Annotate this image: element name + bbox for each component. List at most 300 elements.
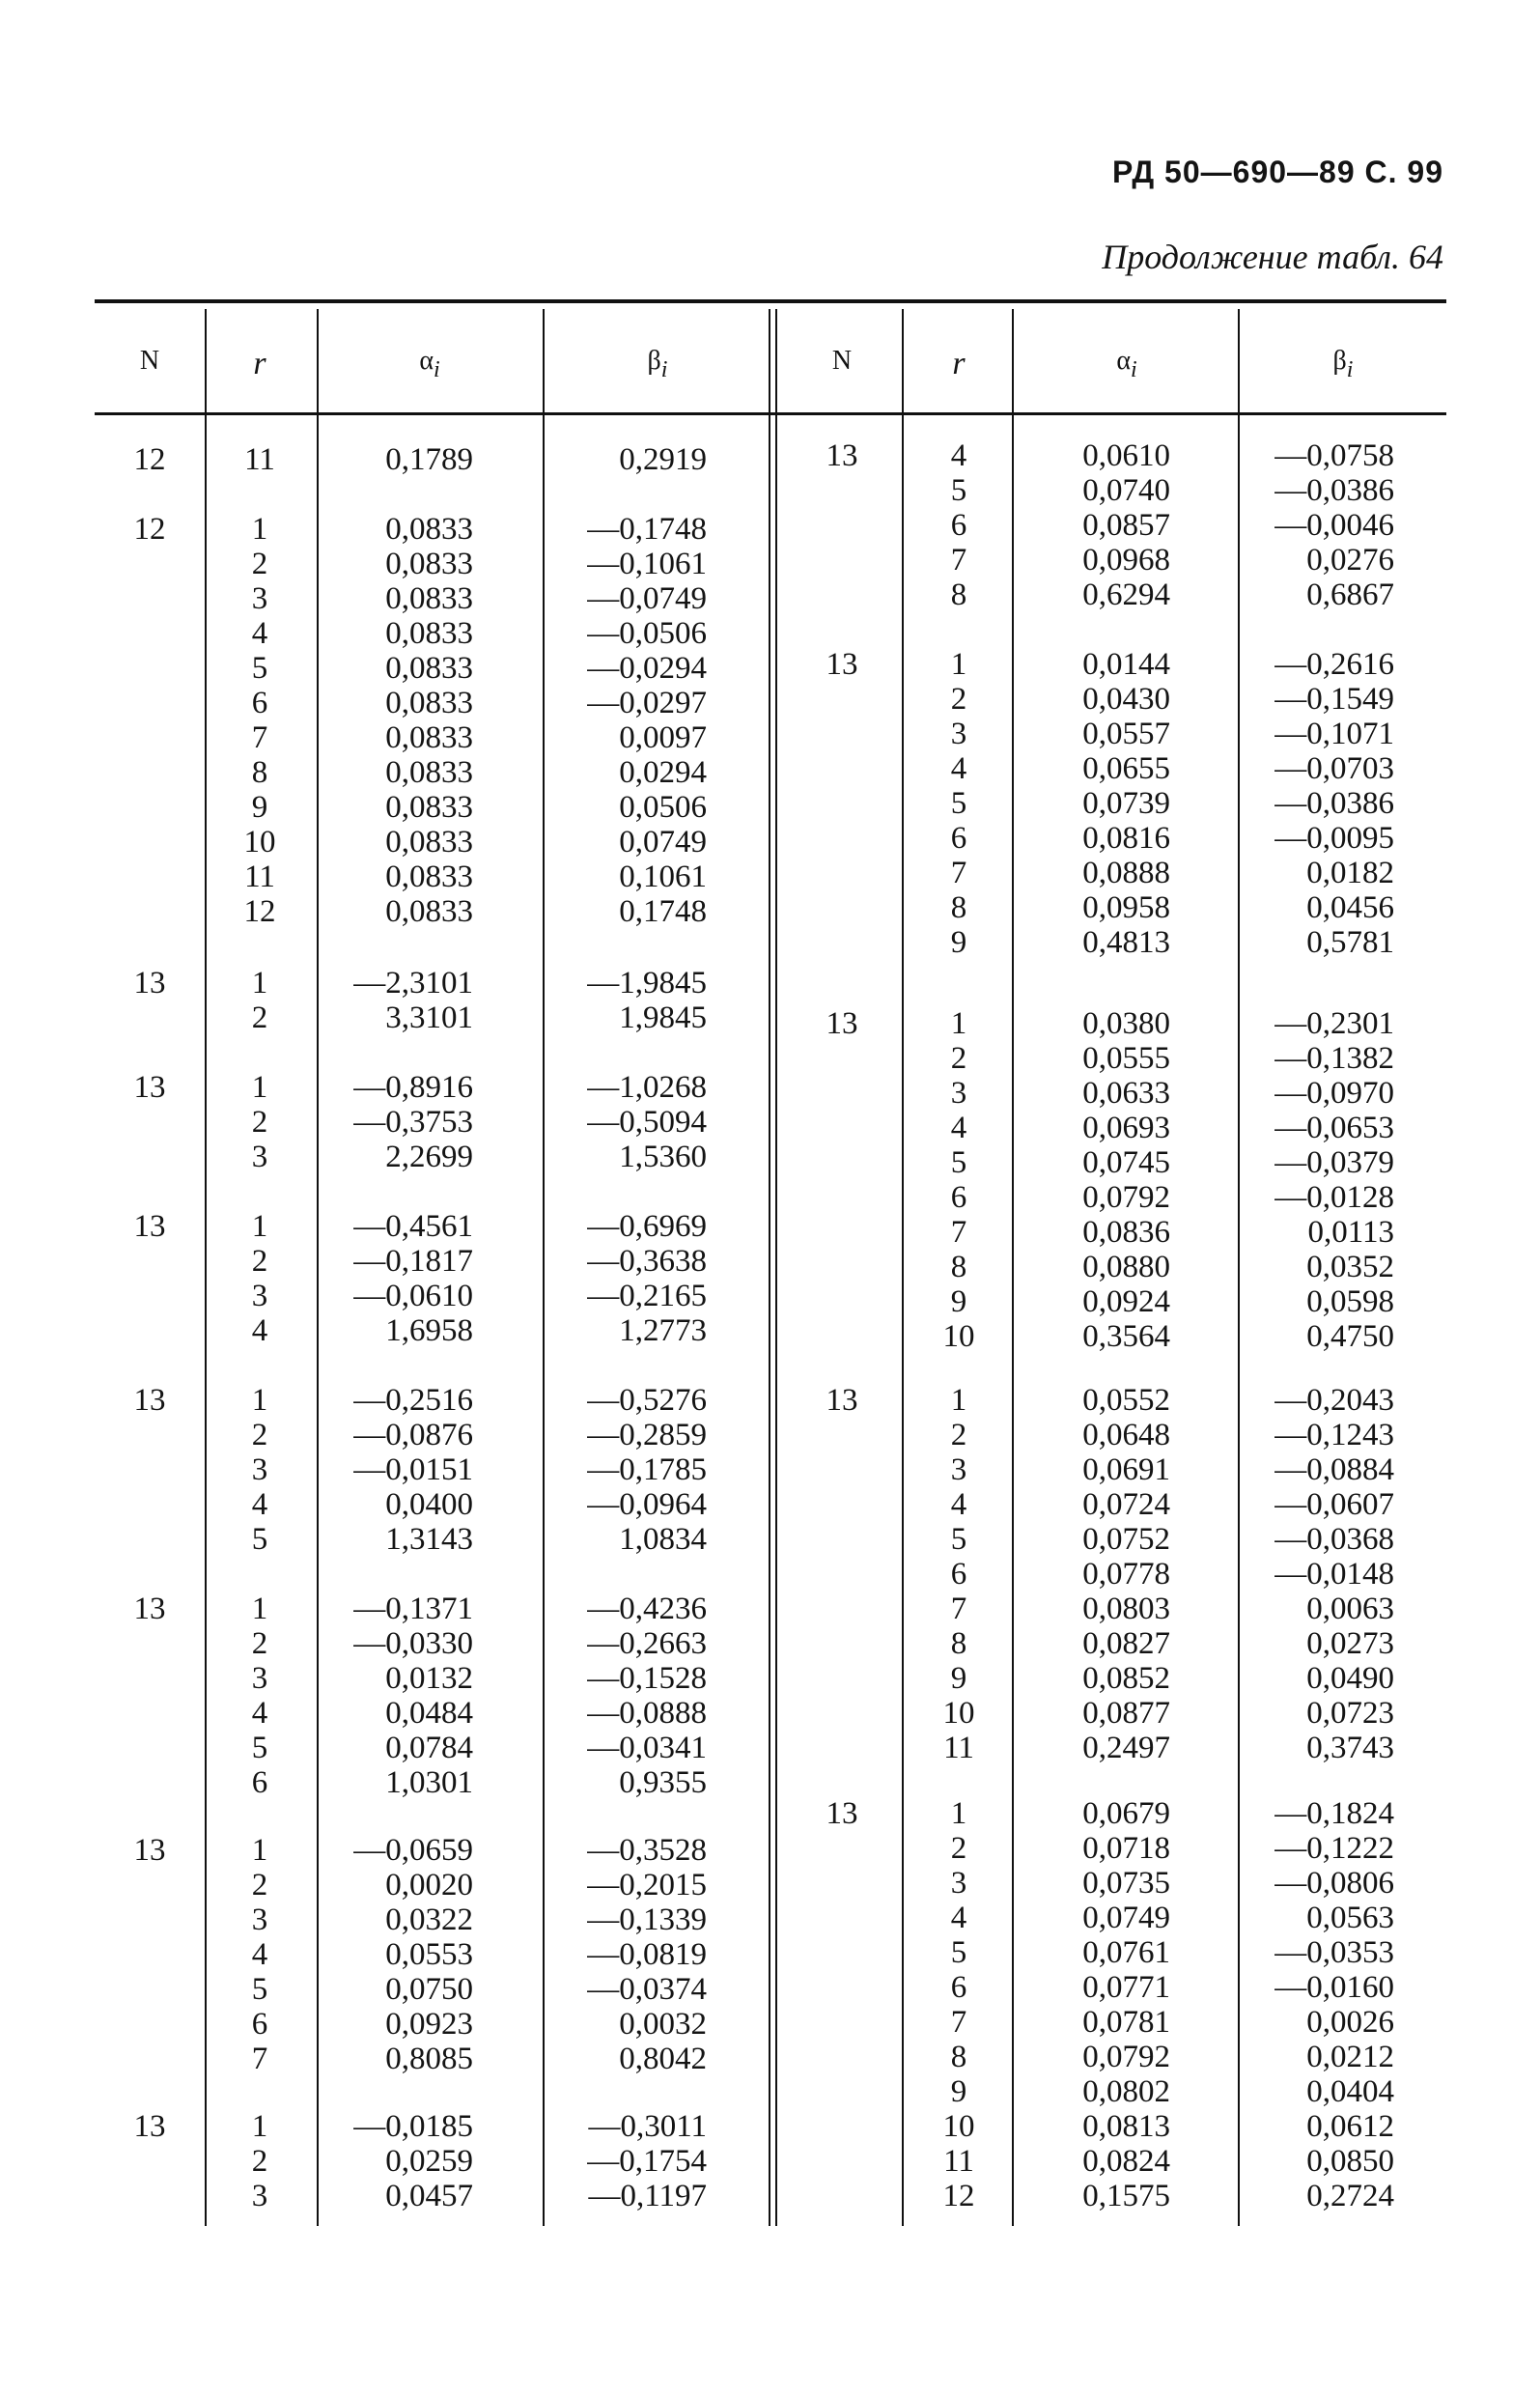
row-alpha-value: 0,0833 — [385, 859, 473, 894]
row-beta-value: —0,2301 — [1274, 1006, 1394, 1041]
row-alpha-value: 0,0833 — [385, 581, 473, 616]
row-beta-value: 0,0598 — [1306, 1284, 1394, 1319]
row-beta-value: 0,0749 — [619, 825, 707, 859]
row-beta-value: —0,1197 — [588, 2179, 707, 2213]
row-beta-value: —0,0297 — [587, 686, 707, 720]
row-beta-value: —0,1222 — [1274, 1831, 1394, 1866]
row-alpha-value: 0,0802 — [1082, 2074, 1170, 2109]
row-beta-value: —0,2015 — [587, 1868, 707, 1902]
row-r-value: 3 — [251, 1902, 268, 1937]
row-r-value: 1 — [251, 966, 268, 1000]
table-caption: Продолжение табл. 64 — [1102, 238, 1443, 276]
row-beta-value: —0,0046 — [1274, 508, 1394, 543]
row-beta-value: —0,3528 — [587, 1833, 707, 1868]
row-beta-value: —0,5276 — [587, 1383, 707, 1418]
row-alpha-value: 0,0259 — [385, 2144, 473, 2179]
group-n-value: 13 — [826, 1006, 858, 1041]
row-beta-value: —0,6969 — [587, 1209, 707, 1244]
row-r-value: 10 — [942, 1319, 975, 1354]
row-beta-value: —0,0819 — [587, 1937, 707, 1972]
row-r-value: 2 — [251, 1868, 268, 1902]
row-r-value: 4 — [251, 1696, 268, 1731]
row-beta-value: —0,0095 — [1274, 821, 1394, 856]
row-beta-value: 1,5360 — [619, 1140, 707, 1174]
row-r-value: 8 — [950, 1250, 967, 1284]
row-r-value: 2 — [950, 1831, 967, 1866]
row-beta-value: —1,0268 — [587, 1070, 707, 1105]
row-beta-value: —0,0386 — [1274, 786, 1394, 821]
row-beta-value: —0,3638 — [587, 1244, 707, 1279]
row-r-value: 6 — [950, 821, 967, 856]
row-beta-value: 0,0294 — [619, 755, 707, 790]
row-r-value: 9 — [950, 2074, 967, 2109]
row-beta-value: 0,0113 — [1307, 1215, 1394, 1250]
row-r-value: 2 — [251, 2144, 268, 2179]
row-beta-value: —0,1339 — [587, 1902, 707, 1937]
row-alpha-value: 0,0852 — [1082, 1661, 1170, 1696]
row-beta-value: —0,0374 — [587, 1972, 707, 2007]
group-n-value: 13 — [133, 1592, 166, 1626]
row-beta-value: —0,0607 — [1274, 1487, 1394, 1522]
row-alpha-value: 0,0610 — [1082, 438, 1170, 473]
row-beta-value: —0,1754 — [587, 2144, 707, 2179]
row-alpha-value: 0,0836 — [1082, 1215, 1170, 1250]
row-r-value: 1 — [251, 1070, 268, 1105]
row-r-value: 7 — [251, 720, 268, 755]
row-r-value: 5 — [950, 473, 967, 508]
col-header-alpha-right — [1016, 346, 1238, 384]
table-header-rule — [95, 412, 1446, 415]
beta-symbol: β — [1332, 346, 1347, 376]
row-beta-value: 0,0456 — [1306, 890, 1394, 925]
col-header-beta-left — [546, 346, 769, 384]
row-alpha-value: —0,0151 — [353, 1452, 473, 1487]
row-alpha-value: 0,0144 — [1082, 647, 1170, 682]
row-alpha-value: —0,0659 — [353, 1833, 473, 1868]
row-alpha-value: 0,0924 — [1082, 1284, 1170, 1319]
col-header-r-text: r — [253, 346, 266, 381]
row-alpha-value: 0,8085 — [385, 2042, 473, 2076]
row-r-value: 3 — [251, 1661, 268, 1696]
row-alpha-value: 0,0648 — [1082, 1418, 1170, 1452]
row-r-value: 5 — [950, 1935, 967, 1970]
table-top-rule — [95, 299, 1446, 303]
row-beta-value: —0,2859 — [587, 1418, 707, 1452]
row-r-value: 6 — [251, 1765, 268, 1800]
row-beta-value: —0,0749 — [587, 581, 707, 616]
row-beta-value: —0,0884 — [1274, 1452, 1394, 1487]
row-alpha-value: 1,0301 — [385, 1765, 473, 1800]
row-r-value: 1 — [950, 647, 967, 682]
row-alpha-value: 0,0827 — [1082, 1626, 1170, 1661]
row-beta-value: —1,9845 — [587, 966, 707, 1000]
row-r-value: 3 — [251, 1452, 268, 1487]
row-alpha-value: 0,0739 — [1082, 786, 1170, 821]
rule-center-b — [775, 309, 777, 2226]
group-n-value: 13 — [133, 1383, 166, 1418]
row-alpha-value: 0,0552 — [1082, 1383, 1170, 1418]
group-n-value: 13 — [133, 1070, 166, 1105]
row-beta-value: —0,0758 — [1274, 438, 1394, 473]
row-alpha-value: 0,0888 — [1082, 856, 1170, 890]
row-alpha-value: 0,0784 — [385, 1731, 473, 1765]
row-r-value: 11 — [244, 859, 275, 894]
row-r-value: 4 — [950, 1901, 967, 1935]
row-r-value: 4 — [950, 1487, 967, 1522]
row-alpha-value: 0,0833 — [385, 616, 473, 651]
row-alpha-value: 0,0880 — [1082, 1250, 1170, 1284]
row-beta-value: 0,0182 — [1306, 856, 1394, 890]
row-r-value: 1 — [251, 1592, 268, 1626]
row-alpha-value: 0,0752 — [1082, 1522, 1170, 1557]
row-r-value: 2 — [950, 1418, 967, 1452]
row-beta-value: —0,5094 — [587, 1105, 707, 1140]
row-beta-value: 0,0063 — [1306, 1592, 1394, 1626]
row-r-value: 3 — [950, 1452, 967, 1487]
row-r-value: 2 — [251, 1244, 268, 1279]
col-header-r-left — [207, 346, 313, 384]
row-beta-value: —0,1061 — [587, 547, 707, 581]
row-alpha-value: 0,0691 — [1082, 1452, 1170, 1487]
row-beta-value: —0,2663 — [587, 1626, 707, 1661]
group-n-value: 12 — [133, 512, 166, 547]
row-r-value: 2 — [251, 1626, 268, 1661]
row-r-value: 8 — [950, 1626, 967, 1661]
row-r-value: 5 — [251, 1731, 268, 1765]
row-beta-value: 0,0097 — [619, 720, 707, 755]
row-r-value: 1 — [251, 512, 268, 547]
row-alpha-value: 0,0457 — [385, 2179, 473, 2213]
row-beta-value: 1,0834 — [619, 1522, 707, 1557]
row-r-value: 3 — [251, 581, 268, 616]
row-r-value: 2 — [251, 547, 268, 581]
row-r-value: 4 — [950, 1111, 967, 1145]
row-alpha-value: 3,3101 — [385, 1000, 473, 1035]
row-r-value: 12 — [942, 2179, 975, 2213]
group-n-value: 13 — [133, 1833, 166, 1868]
row-beta-value: —0,3011 — [588, 2109, 707, 2144]
row-beta-value: —0,1528 — [587, 1661, 707, 1696]
row-alpha-value: 0,0968 — [1082, 543, 1170, 578]
row-beta-value: 0,2919 — [619, 442, 707, 477]
row-alpha-value: 0,0781 — [1082, 2005, 1170, 2040]
row-alpha-value: 0,0857 — [1082, 508, 1170, 543]
col-header-n-left — [97, 346, 203, 384]
row-beta-value: —0,1071 — [1274, 717, 1394, 751]
row-r-value: 8 — [950, 890, 967, 925]
row-alpha-value: 0,0824 — [1082, 2144, 1170, 2179]
row-alpha-value: 0,2497 — [1082, 1731, 1170, 1765]
row-beta-value: —0,0379 — [1274, 1145, 1394, 1180]
row-alpha-value: 0,0735 — [1082, 1866, 1170, 1901]
row-r-value: 2 — [950, 1041, 967, 1076]
row-r-value: 5 — [251, 1522, 268, 1557]
row-beta-value: —0,1549 — [1274, 682, 1394, 717]
row-r-value: 2 — [950, 682, 967, 717]
row-beta-value: —0,2165 — [587, 1279, 707, 1313]
row-alpha-value: 0,0833 — [385, 686, 473, 720]
row-beta-value: —0,0964 — [587, 1487, 707, 1522]
row-beta-value: 0,0352 — [1306, 1250, 1394, 1284]
row-alpha-value: 0,0778 — [1082, 1557, 1170, 1592]
row-r-value: 10 — [942, 1696, 975, 1731]
row-beta-value: —0,1382 — [1274, 1041, 1394, 1076]
row-alpha-value: —0,1371 — [353, 1592, 473, 1626]
row-alpha-value: 0,0693 — [1082, 1111, 1170, 1145]
col-header-n-text: N — [831, 346, 853, 376]
row-beta-value: 0,0212 — [1306, 2040, 1394, 2074]
group-n-value: 13 — [133, 2109, 166, 2144]
row-beta-value: —0,0128 — [1274, 1180, 1394, 1215]
row-alpha-value: —2,3101 — [353, 966, 473, 1000]
row-beta-value: —0,2616 — [1274, 647, 1394, 682]
row-alpha-value: 0,0749 — [1082, 1901, 1170, 1935]
row-alpha-value: 2,2699 — [385, 1140, 473, 1174]
group-n-value: 13 — [826, 1796, 858, 1831]
row-beta-value: —0,0970 — [1274, 1076, 1394, 1111]
row-alpha-value: 0,0718 — [1082, 1831, 1170, 1866]
row-alpha-value: 0,0400 — [385, 1487, 473, 1522]
row-alpha-value: 0,0813 — [1082, 2109, 1170, 2144]
row-r-value: 4 — [251, 1937, 268, 1972]
row-beta-value: 1,9845 — [619, 1000, 707, 1035]
row-beta-value: 0,0850 — [1306, 2144, 1394, 2179]
group-n-value: 13 — [133, 1209, 166, 1244]
row-r-value: 5 — [251, 651, 268, 686]
row-alpha-value: 0,0750 — [385, 1972, 473, 2007]
row-alpha-value: 0,0633 — [1082, 1076, 1170, 1111]
row-alpha-value: 0,0380 — [1082, 1006, 1170, 1041]
row-r-value: 4 — [251, 616, 268, 651]
row-alpha-value: 0,0877 — [1082, 1696, 1170, 1731]
row-alpha-value: 0,0833 — [385, 755, 473, 790]
document-reference: РД 50—690—89 С. 99 — [1112, 155, 1443, 189]
row-alpha-value: 0,0761 — [1082, 1935, 1170, 1970]
row-alpha-value: 0,0132 — [385, 1661, 473, 1696]
row-r-value: 6 — [950, 1557, 967, 1592]
row-alpha-value: 0,0740 — [1082, 473, 1170, 508]
row-r-value: 4 — [251, 1487, 268, 1522]
row-r-value: 7 — [950, 1215, 967, 1250]
row-alpha-value: 0,1789 — [385, 442, 473, 477]
row-beta-value: —0,0888 — [587, 1696, 707, 1731]
row-alpha-value: 0,6294 — [1082, 578, 1170, 612]
group-n-value: 13 — [826, 647, 858, 682]
row-alpha-value: 0,0553 — [385, 1937, 473, 1972]
row-r-value: 5 — [950, 1522, 967, 1557]
row-alpha-value: 0,0484 — [385, 1696, 473, 1731]
row-alpha-value: 0,0803 — [1082, 1592, 1170, 1626]
row-beta-value: —0,2043 — [1274, 1383, 1394, 1418]
row-alpha-value: 0,0833 — [385, 651, 473, 686]
row-r-value: 1 — [251, 1833, 268, 1868]
alpha-subscript: i — [434, 357, 440, 382]
row-alpha-value: —0,4561 — [353, 1209, 473, 1244]
row-alpha-value: 1,3143 — [385, 1522, 473, 1557]
row-alpha-value: 0,0923 — [385, 2007, 473, 2042]
alpha-symbol: α — [1116, 346, 1131, 376]
row-r-value: 8 — [251, 755, 268, 790]
row-r-value: 7 — [950, 543, 967, 578]
row-r-value: 9 — [950, 1661, 967, 1696]
row-r-value: 2 — [251, 1000, 268, 1035]
row-beta-value: —0,0294 — [587, 651, 707, 686]
row-r-value: 12 — [243, 894, 276, 929]
row-alpha-value: 0,0430 — [1082, 682, 1170, 717]
row-r-value: 6 — [950, 1180, 967, 1215]
row-alpha-value: 0,4813 — [1082, 925, 1170, 960]
row-beta-value: 1,2773 — [619, 1313, 707, 1348]
row-alpha-value: 0,0679 — [1082, 1796, 1170, 1831]
row-alpha-value: 1,6958 — [385, 1313, 473, 1348]
row-r-value: 8 — [950, 578, 967, 612]
row-r-value: 9 — [950, 925, 967, 960]
row-alpha-value: 0,0020 — [385, 1868, 473, 1902]
col-header-r-text: r — [952, 346, 966, 381]
row-beta-value: 0,0273 — [1306, 1626, 1394, 1661]
row-r-value: 4 — [950, 751, 967, 786]
col-header-n-right — [782, 346, 902, 384]
row-beta-value: 0,6867 — [1306, 578, 1394, 612]
row-alpha-value: 0,0724 — [1082, 1487, 1170, 1522]
row-r-value: 4 — [950, 438, 967, 473]
row-alpha-value: 0,0833 — [385, 825, 473, 859]
row-alpha-value: 0,0792 — [1082, 1180, 1170, 1215]
group-n-value: 13 — [133, 966, 166, 1000]
row-alpha-value: —0,0876 — [353, 1418, 473, 1452]
row-alpha-value: 0,1575 — [1082, 2179, 1170, 2213]
rule-center-a — [769, 309, 770, 2226]
row-beta-value: 0,1061 — [619, 859, 707, 894]
row-alpha-value: 0,0557 — [1082, 717, 1170, 751]
row-r-value: 7 — [950, 1592, 967, 1626]
row-beta-value: 0,0490 — [1306, 1661, 1394, 1696]
row-r-value: 10 — [243, 825, 276, 859]
row-r-value: 6 — [251, 2007, 268, 2042]
row-r-value: 7 — [251, 2042, 268, 2076]
row-r-value: 2 — [251, 1418, 268, 1452]
row-r-value: 5 — [950, 1145, 967, 1180]
rule-alpha-beta-left — [543, 309, 545, 2226]
row-r-value: 3 — [251, 1279, 268, 1313]
row-beta-value: 0,0563 — [1306, 1901, 1394, 1935]
row-r-value: 3 — [950, 1866, 967, 1901]
row-r-value: 6 — [950, 508, 967, 543]
row-beta-value: —0,0386 — [1274, 473, 1394, 508]
row-alpha-value: 0,0833 — [385, 720, 473, 755]
row-alpha-value: 0,3564 — [1082, 1319, 1170, 1354]
row-r-value: 2 — [251, 1105, 268, 1140]
row-beta-value: 0,2724 — [1306, 2179, 1394, 2213]
row-alpha-value: 0,0771 — [1082, 1970, 1170, 2005]
row-r-value: 5 — [950, 786, 967, 821]
row-r-value: 1 — [251, 2109, 268, 2144]
row-alpha-value: —0,8916 — [353, 1070, 473, 1105]
row-r-value: 1 — [251, 1209, 268, 1244]
row-r-value: 3 — [950, 717, 967, 751]
row-alpha-value: 0,0322 — [385, 1902, 473, 1937]
row-alpha-value: 0,0833 — [385, 547, 473, 581]
row-beta-value: —0,0353 — [1274, 1935, 1394, 1970]
row-alpha-value: 0,0555 — [1082, 1041, 1170, 1076]
row-r-value: 6 — [950, 1970, 967, 2005]
row-beta-value: —0,0653 — [1274, 1111, 1394, 1145]
row-r-value: 3 — [251, 1140, 268, 1174]
row-r-value: 3 — [251, 2179, 268, 2213]
row-alpha-value: 0,0958 — [1082, 890, 1170, 925]
row-alpha-value: —0,0330 — [353, 1626, 473, 1661]
row-alpha-value: —0,0610 — [353, 1279, 473, 1313]
col-header-r-right — [906, 346, 1012, 384]
row-beta-value: 0,0032 — [619, 2007, 707, 2042]
row-beta-value: 0,0026 — [1306, 2005, 1394, 2040]
row-beta-value: —0,0148 — [1274, 1557, 1394, 1592]
col-header-alpha-left — [319, 346, 541, 384]
row-beta-value: 0,8042 — [619, 2042, 707, 2076]
row-beta-value: 0,5781 — [1306, 925, 1394, 960]
row-r-value: 4 — [251, 1313, 268, 1348]
row-beta-value: 0,0723 — [1306, 1696, 1394, 1731]
row-beta-value: 0,3743 — [1306, 1731, 1394, 1765]
row-r-value: 3 — [950, 1076, 967, 1111]
row-r-value: 7 — [950, 856, 967, 890]
row-r-value: 1 — [950, 1796, 967, 1831]
alpha-subscript: i — [1131, 357, 1137, 382]
row-r-value: 8 — [950, 2040, 967, 2074]
row-beta-value: 0,0612 — [1306, 2109, 1394, 2144]
row-r-value: 10 — [942, 2109, 975, 2144]
row-alpha-value: —0,3753 — [353, 1105, 473, 1140]
col-header-n-text: N — [139, 346, 160, 376]
row-beta-value: —0,0703 — [1274, 751, 1394, 786]
row-r-value: 11 — [943, 1731, 974, 1765]
row-alpha-value: 0,0655 — [1082, 751, 1170, 786]
row-alpha-value: 0,0833 — [385, 512, 473, 547]
alpha-symbol: α — [419, 346, 434, 376]
col-header-beta-right — [1242, 346, 1444, 384]
group-n-value: 13 — [826, 1383, 858, 1418]
beta-symbol: β — [647, 346, 661, 376]
row-beta-value: —0,4236 — [587, 1592, 707, 1626]
rule-r-alpha-right — [1012, 309, 1014, 2226]
row-beta-value: —0,0160 — [1274, 1970, 1394, 2005]
row-beta-value: 0,0276 — [1306, 543, 1394, 578]
row-alpha-value: —0,1817 — [353, 1244, 473, 1279]
row-alpha-value: 0,0833 — [385, 894, 473, 929]
row-r-value: 11 — [943, 2144, 974, 2179]
row-r-value: 1 — [950, 1383, 967, 1418]
row-alpha-value: 0,0792 — [1082, 2040, 1170, 2074]
row-r-value: 6 — [251, 686, 268, 720]
row-beta-value: 0,0506 — [619, 790, 707, 825]
row-beta-value: 0,1748 — [619, 894, 707, 929]
beta-subscript: i — [660, 357, 668, 382]
row-alpha-value: —0,2516 — [353, 1383, 473, 1418]
row-r-value: 9 — [251, 790, 268, 825]
row-beta-value: —0,1785 — [587, 1452, 707, 1487]
row-beta-value: 0,9355 — [619, 1765, 707, 1800]
row-beta-value: —0,0506 — [587, 616, 707, 651]
row-beta-value: —0,0368 — [1274, 1522, 1394, 1557]
group-n-value: 12 — [133, 442, 166, 477]
row-beta-value: —0,0341 — [587, 1731, 707, 1765]
rule-n-r-right — [902, 309, 904, 2226]
beta-subscript: i — [1346, 357, 1354, 382]
group-n-value: 13 — [826, 438, 858, 473]
row-r-value: 1 — [950, 1006, 967, 1041]
row-r-value: 5 — [251, 1972, 268, 2007]
row-beta-value: —0,1243 — [1274, 1418, 1394, 1452]
